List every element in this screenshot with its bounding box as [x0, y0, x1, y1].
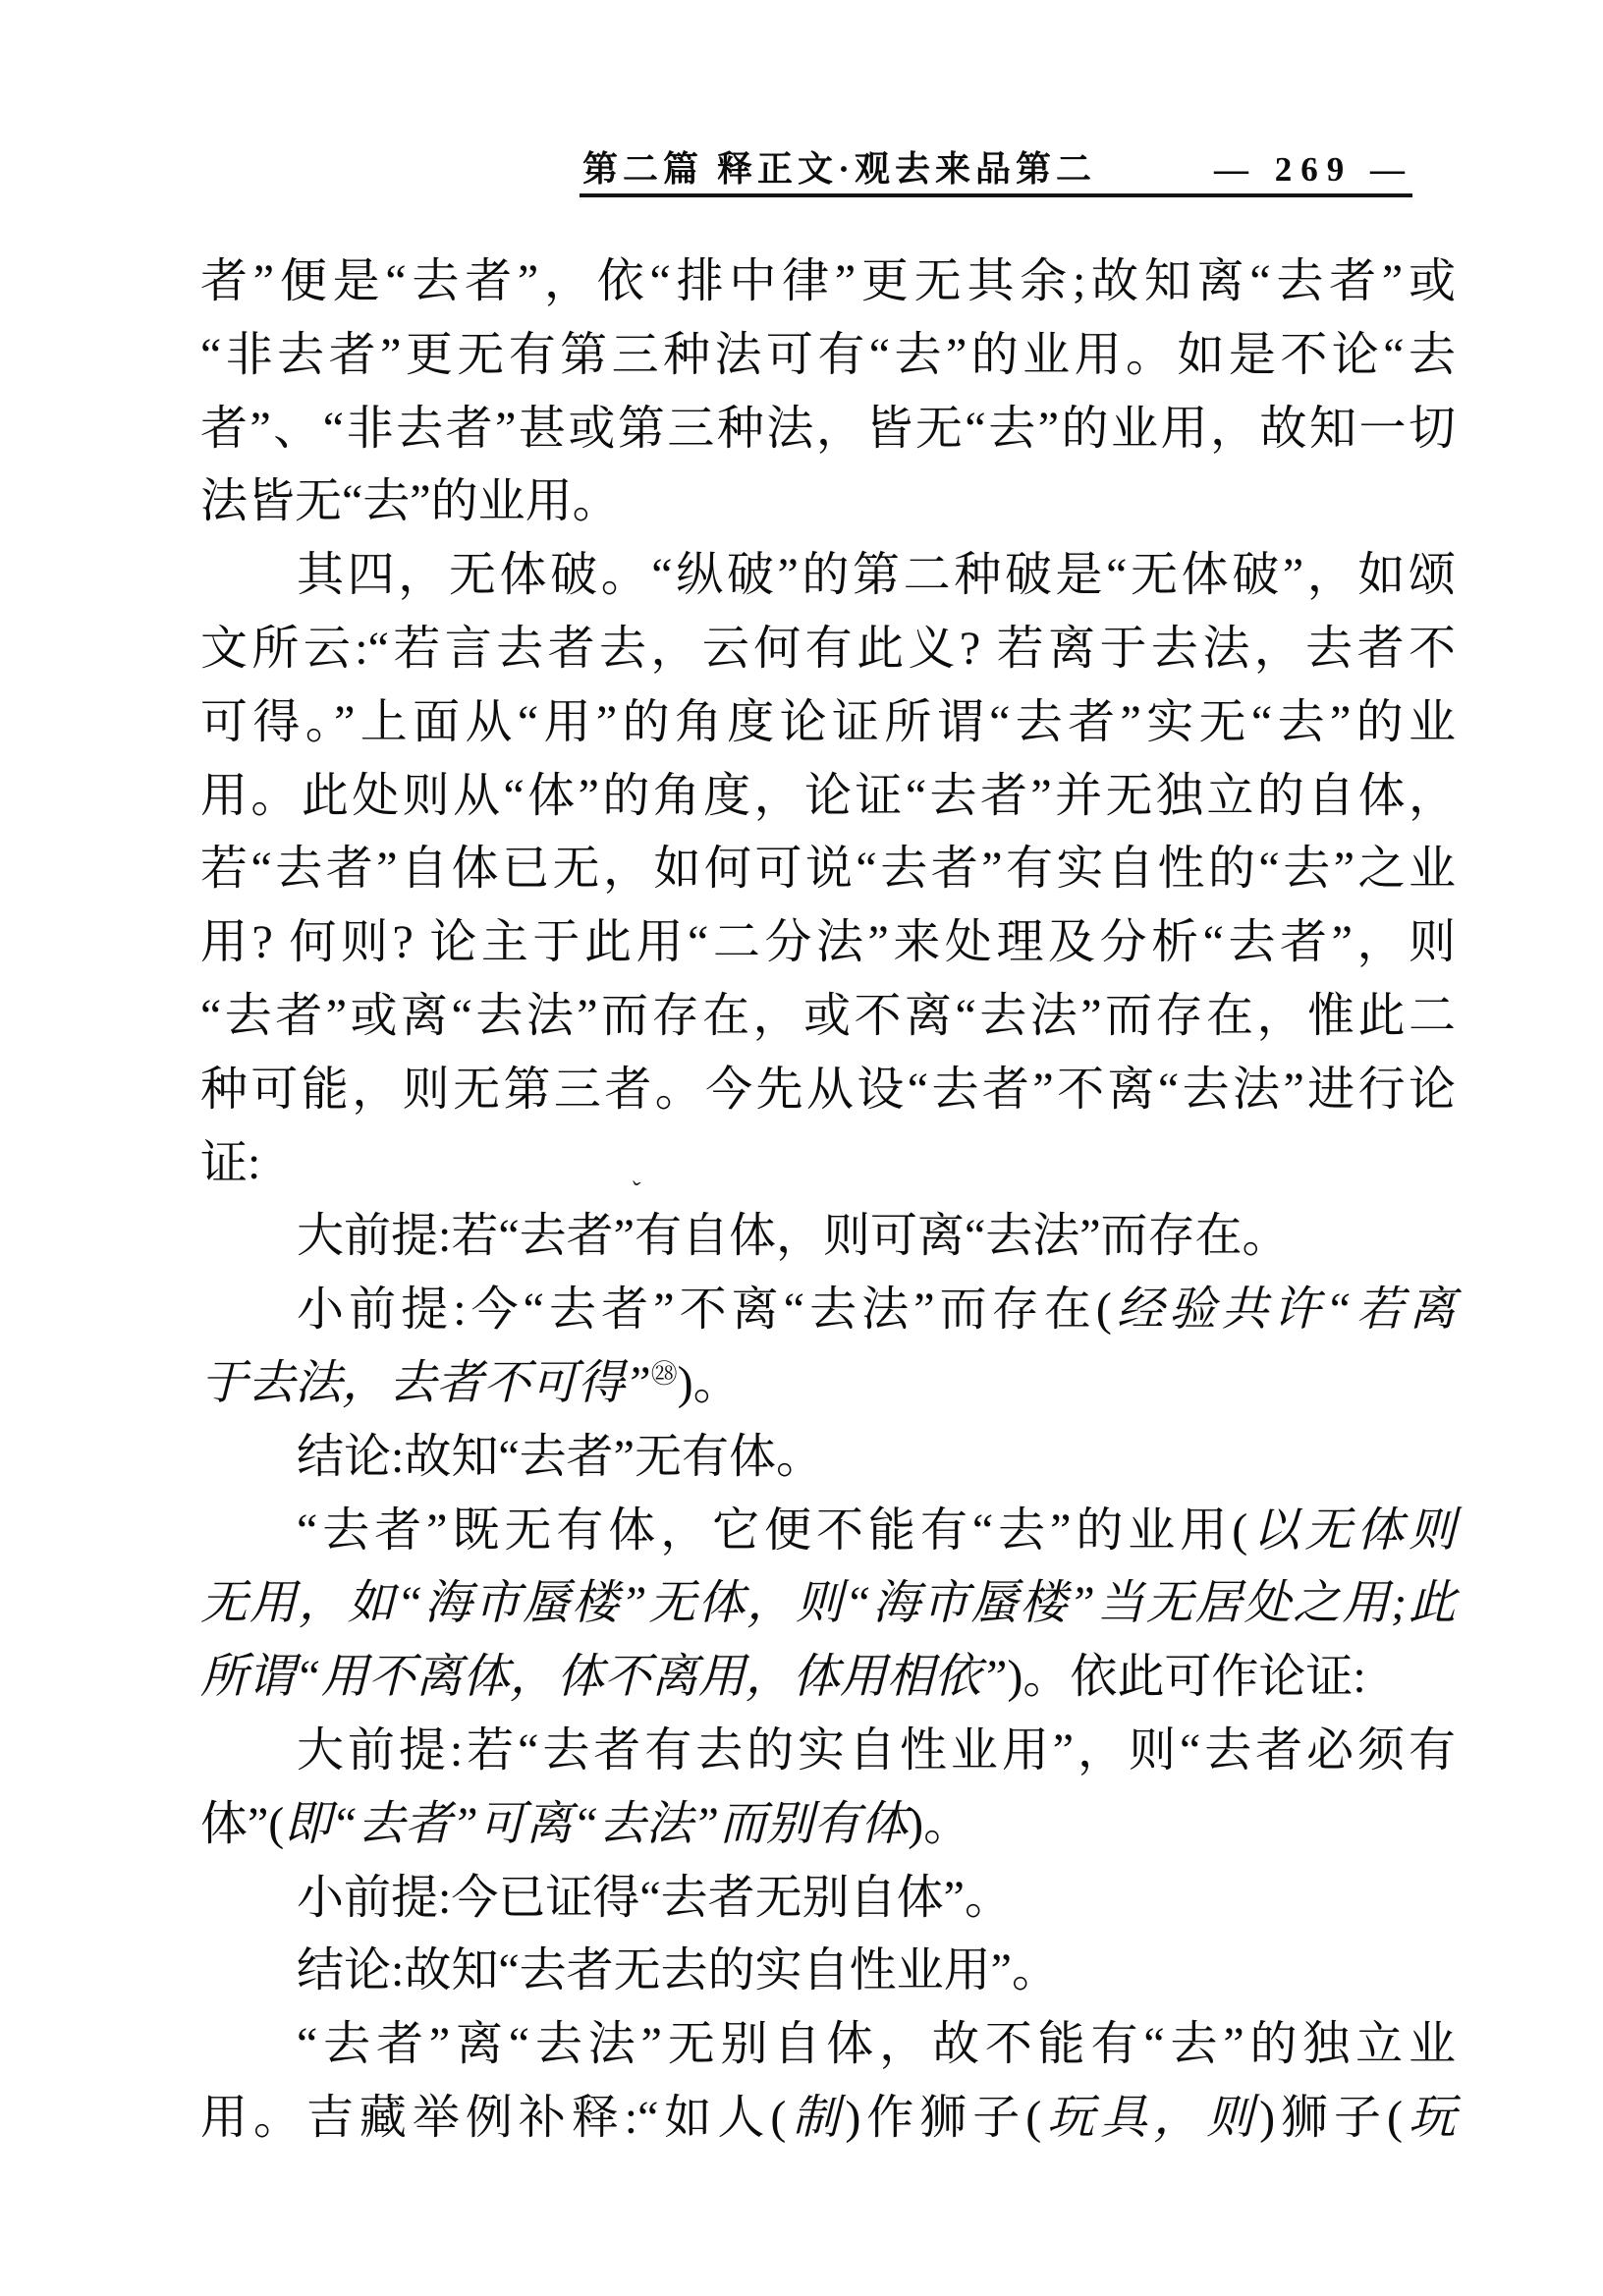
- text-line: [200, 2082, 1456, 2156]
- text-segment: “去者”或离“去法”而存在，或不离“去法”而存在，惟此二: [200, 989, 1456, 1042]
- footnote-ref-28: ㉘: [650, 1358, 678, 1389]
- annotation-kai-segment: 即“去者”可离“去法”而别有体: [284, 1797, 909, 1850]
- text-segment: 法皆无“去”的业用。: [200, 475, 620, 528]
- text-line: [200, 686, 1456, 760]
- text-line: [200, 1127, 1456, 1201]
- annotation-kai-segment: 经验共许“若离: [1111, 1284, 1456, 1337]
- text-line: [200, 319, 1456, 393]
- text-line-conclusion: [200, 1935, 1456, 2008]
- text-line: [200, 1347, 1456, 1421]
- text-line: [200, 613, 1456, 686]
- text-line-major-premise: [200, 1200, 1456, 1274]
- text-segment: 若“去者”自体已无，如何可说“去者”有实自性的“去”之业: [200, 843, 1456, 896]
- annotation-kai-segment: 制: [786, 2091, 846, 2144]
- text-line: [200, 2008, 1456, 2082]
- text-line: [200, 1495, 1456, 1568]
- text-line: [200, 1788, 1456, 1862]
- text-line: [200, 393, 1456, 466]
- text-segment: 可得。”上面从“用”的角度论证所谓“去者”实无“去”的业: [200, 695, 1456, 748]
- text-line-minor-premise: [200, 1862, 1456, 1936]
- text-segment: )。依此可作论证:: [1007, 1651, 1366, 1704]
- page-number: — 269 —: [1214, 150, 1413, 189]
- text-segment: “去者”既无有体，它便不能有“去”的业用(: [297, 1503, 1248, 1557]
- text-segment: 结论:故知“去者无去的实自性业用”。: [297, 1944, 1059, 1997]
- text-segment: 种可能，则无第三者。今先从设“去者”不离“去法”进行论: [200, 1063, 1456, 1116]
- running-header: [582, 141, 1413, 191]
- text-segment: 小前提:今已证得“去者无别自体”。: [297, 1871, 1012, 1924]
- text-segment: 文所云:“若言去者去，云何有此义? 若离于去法，去者不: [200, 622, 1456, 675]
- body-text: [200, 246, 1456, 2156]
- text-segment: 体”(: [200, 1797, 285, 1850]
- text-line: [200, 1641, 1456, 1715]
- text-segment: “非去者”更无有第三种法可有“去”的业用。如是不论“去: [200, 328, 1456, 381]
- text-line: [200, 833, 1456, 906]
- text-segment: 小前提:今“去者”不离“去法”而存在(: [297, 1284, 1112, 1337]
- text-segment: 其四，无体破。“纵破”的第二种破是“无体破”，如颂: [297, 549, 1456, 602]
- text-line-conclusion: [200, 1421, 1456, 1495]
- text-segment: )。: [908, 1797, 971, 1850]
- annotation-kai-segment: 于去法，去者不可得”: [200, 1356, 651, 1409]
- text-segment: )作狮子(: [845, 2091, 1042, 2144]
- annotation-kai-segment: 以无体则: [1247, 1503, 1456, 1557]
- text-segment: 者”便是“去者”，依“排中律”更无其余;故知离“去者”或: [200, 255, 1456, 307]
- text-line: [200, 906, 1456, 980]
- text-line-minor-premise: [200, 1274, 1456, 1347]
- text-segment: 大前提:若“去者”有自体，则可离“去法”而存在。: [297, 1210, 1290, 1263]
- annotation-kai-segment: 无用，如“海市蜃楼”无体，则“海市蜃楼”当无居处之用;此: [200, 1577, 1456, 1630]
- text-segment: 用? 何则? 论主于此用“二分法”来处理及分析“去者”，则: [200, 916, 1456, 969]
- text-line-major-premise: [200, 1715, 1456, 1788]
- text-line: [200, 246, 1456, 319]
- text-segment: 者”、“非去者”甚或第三种法，皆无“去”的业用，故知一切: [200, 402, 1456, 455]
- annotation-kai-segment: 玩: [1402, 2091, 1456, 2144]
- annotation-kai-segment: 所谓“用不离体，体不离用，体用相依”: [200, 1651, 1008, 1704]
- text-line: [200, 539, 1456, 613]
- text-line: [200, 1567, 1456, 1641]
- chapter-title: 第二篇 释正文·观去来品第二: [582, 149, 1097, 189]
- text-line: [200, 760, 1456, 834]
- annotation-kai-segment: 玩具，则: [1041, 2091, 1260, 2144]
- header-rule: [580, 193, 1412, 197]
- text-segment: 大前提:若“去者有去的实自性业用”，则“去者必须有: [297, 1723, 1456, 1777]
- text-segment: 结论:故知“去者”无有体。: [297, 1430, 823, 1483]
- text-segment: 用。此处则从“体”的角度，论证“去者”并无独立的自体，: [200, 769, 1456, 822]
- text-segment: “去者”离“去法”无别自体，故不能有“去”的独立业: [297, 2018, 1456, 2071]
- text-line: [200, 465, 1456, 539]
- text-segment: 证:: [200, 1136, 261, 1189]
- text-line: [200, 980, 1456, 1054]
- text-segment: )狮子(: [1259, 2091, 1403, 2144]
- text-line: [200, 1054, 1456, 1127]
- scan-artifact-mark: ˇ: [628, 1175, 642, 1206]
- text-segment: 用。吉藏举例补释:“如人(: [200, 2091, 787, 2144]
- text-segment: )。: [677, 1356, 741, 1409]
